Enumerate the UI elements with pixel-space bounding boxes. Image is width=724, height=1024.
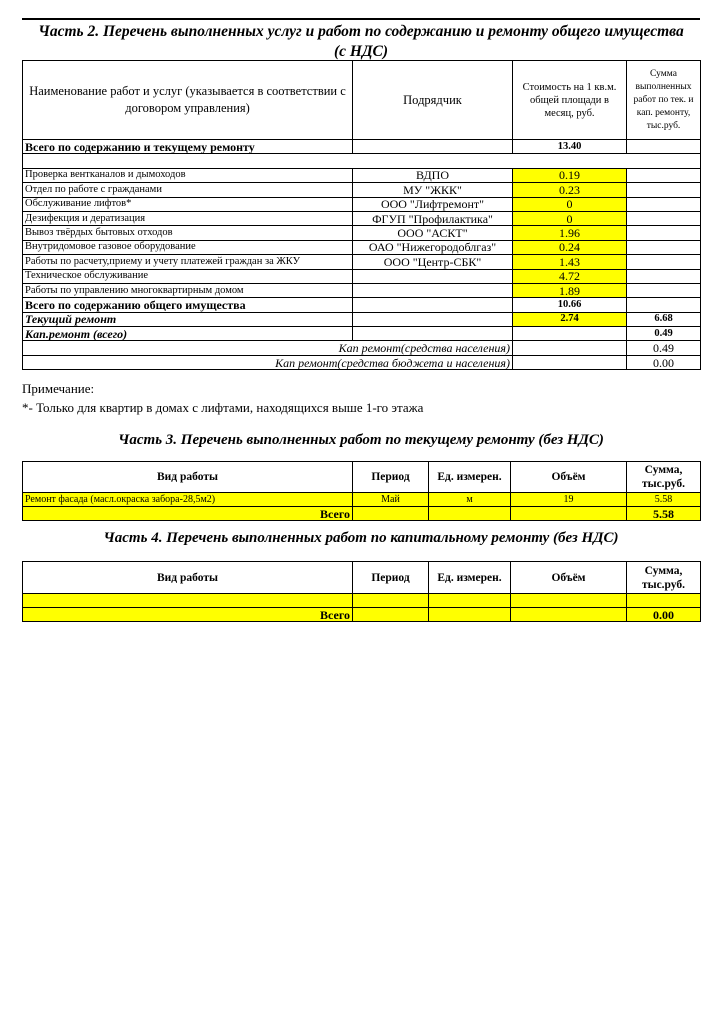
table-row: [23, 197, 701, 211]
part3-title: Часть 3. Перечень выполненных работ по текущему ремонту (без НДС): [118, 432, 604, 448]
part4-total-row: [23, 608, 701, 622]
part4-title: Часть 4. Перечень выполненных работ по капитальному ремонту (без НДС): [103, 530, 619, 546]
row-contractor: МУ "ЖКК": [353, 183, 513, 197]
row-name: Отдел по работе с гражданами: [23, 183, 353, 197]
part2-title: [22, 18, 700, 62]
current-repair-name: Текущий ремонт: [23, 312, 353, 326]
header-unit: Ед. измерен.: [429, 562, 511, 594]
row-name: Обслуживание лифтов*: [23, 197, 353, 211]
row-contractor: ООО "АСКТ": [353, 226, 513, 240]
part4-total-sum: 0.00: [627, 608, 701, 622]
row-cost: 1.43: [513, 255, 627, 269]
current-repair-cost: 2.74: [513, 312, 627, 326]
row-contractor: ОАО "Нижегородоблгаз": [353, 240, 513, 254]
note-title: Примечание:: [22, 381, 95, 396]
cap-population-row: [23, 341, 701, 355]
row-contractor: [353, 269, 513, 283]
current-repair-row: [23, 312, 701, 326]
part2-title-line1: Часть 2. Перечень выполненных услуг и работ по содержанию и ремонту общего имущества: [38, 23, 684, 40]
row-work: Ремонт фасада (масл.окраска забора-28,5м2): [23, 493, 353, 507]
part4-total-label: Всего: [23, 608, 353, 622]
part3-header-row: [23, 462, 701, 493]
table-row: [23, 168, 701, 182]
table-row: [23, 211, 701, 225]
header-sum: Сумма выполненных работ по тек. и кап. ремонту, тыс.руб.: [627, 61, 701, 140]
table-row: [23, 493, 701, 507]
part2-title-line2: (с НДС): [333, 43, 389, 60]
total-row-cost: 13.40: [513, 140, 627, 154]
part3-table: [22, 461, 701, 521]
header-volume: Объём: [511, 562, 627, 594]
cap-population-sum: 0.49: [627, 341, 701, 355]
cap-repair-sum: 0.49: [627, 327, 701, 341]
header-sum: Сумма, тыс.руб.: [627, 462, 701, 493]
header-name: Наименование работ и услуг (указывается в соответствии с договором управления): [23, 61, 353, 140]
cap-repair-name: Кап.ремонт (всего): [23, 327, 353, 341]
row-cost: 0.23: [513, 183, 627, 197]
empty-row: [23, 154, 701, 168]
row-contractor: [353, 283, 513, 297]
total-row-name: Всего по содержанию и текущему ремонту: [23, 140, 353, 154]
row-unit: м: [429, 493, 511, 507]
table-row: [23, 240, 701, 254]
cap-repair-row: [23, 327, 701, 341]
header-volume: Объём: [511, 462, 627, 493]
row-cost: 0: [513, 211, 627, 225]
table-row: [23, 269, 701, 283]
header-period: Период: [353, 462, 429, 493]
header-unit: Ед. измерен.: [429, 462, 511, 493]
row-volume: 19: [511, 493, 627, 507]
maintenance-total-row: [23, 298, 701, 312]
total-row: [23, 140, 701, 154]
header-period: Период: [353, 562, 429, 594]
table-row: [23, 183, 701, 197]
part2-table: [22, 60, 701, 370]
cap-budget-name: Кап ремонт(средства бюджета и населения): [23, 355, 513, 369]
header-contractor: Подрядчик: [353, 61, 513, 140]
note-text: *- Только для квартир в домах с лифтами, находящихся выше 1-го этажа: [22, 400, 424, 415]
row-contractor: ФГУП "Профилактика": [353, 211, 513, 225]
row-contractor: ВДПО: [353, 168, 513, 182]
cap-population-name: Кап ремонт(средства населения): [23, 341, 513, 355]
row-cost: 1.89: [513, 283, 627, 297]
row-period: Май: [353, 493, 429, 507]
maintenance-total-name: Всего по содержанию общего имущества: [23, 298, 353, 312]
row-name: Работы по расчету,приему и учету платежей граждан за ЖКУ: [23, 255, 353, 269]
header-work: Вид работы: [23, 462, 353, 493]
cap-budget-sum: 0.00: [627, 355, 701, 369]
table-row: [23, 226, 701, 240]
header-sum: Сумма, тыс.руб.: [627, 562, 701, 594]
current-repair-sum: 6.68: [627, 312, 701, 326]
row-contractor: ООО "Лифтремонт": [353, 197, 513, 211]
row-cost: 4.72: [513, 269, 627, 283]
maintenance-total-cost: 10.66: [513, 298, 627, 312]
row-sum: 5.58: [627, 493, 701, 507]
row-contractor: ООО "Центр-СБК": [353, 255, 513, 269]
row-cost: 0.24: [513, 240, 627, 254]
row-name: Работы по управлению многоквартирным домом: [23, 283, 353, 297]
row-name: Вывоз твёрдых бытовых отходов: [23, 226, 353, 240]
row-cost: 0.19: [513, 168, 627, 182]
part3-total-sum: 5.58: [627, 507, 701, 521]
row-name: Дезифекция и дератизация: [23, 211, 353, 225]
row-name: Проверка вентканалов и дымоходов: [23, 168, 353, 182]
header-cost: Стоимость на 1 кв.м. общей площади в месяц, руб.: [513, 61, 627, 140]
part3-total-label: Всего: [23, 507, 353, 521]
cap-budget-row: [23, 355, 701, 369]
row-cost: 1.96: [513, 226, 627, 240]
part2-header-row: [23, 61, 701, 140]
row-name: Внутридомовое газовое оборудование: [23, 240, 353, 254]
table-row: [23, 594, 701, 608]
part4-table: [22, 561, 701, 622]
part3-total-row: [23, 507, 701, 521]
row-name: Техническое обслуживание: [23, 269, 353, 283]
part4-header-row: [23, 562, 701, 594]
table-row: [23, 255, 701, 269]
row-cost: 0: [513, 197, 627, 211]
header-work: Вид работы: [23, 562, 353, 594]
table-row: [23, 283, 701, 297]
